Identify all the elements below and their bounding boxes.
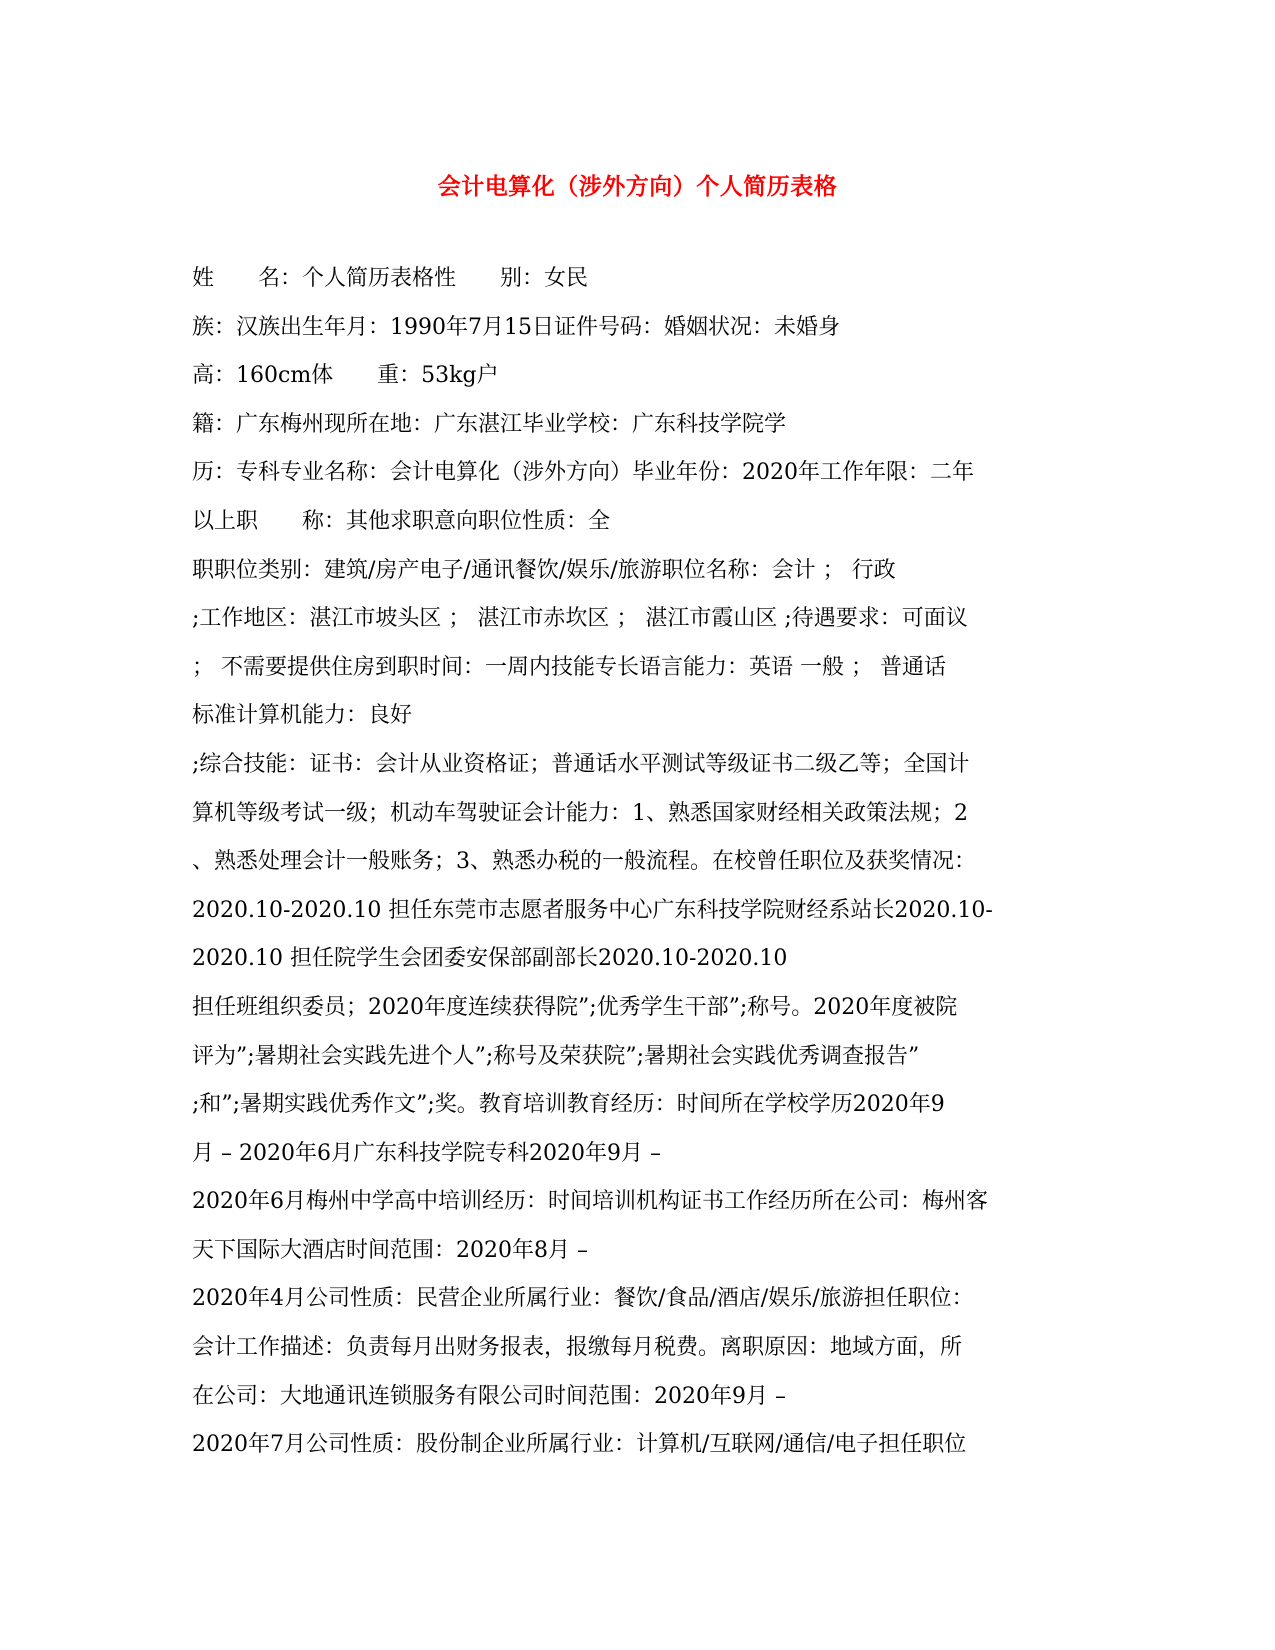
text-line: ;工作地区：湛江市坡头区 ； 湛江市赤坎区 ； 湛江市霞山区 ;待遇要求：可面议	[192, 606, 968, 632]
text-line: 标准计算机能力：良好	[192, 703, 413, 729]
text-line: 职职位类别：建筑/房产电子/通讯餐饮/娱乐/旅游职位名称：会计 ； 行政	[192, 557, 896, 583]
text-line: 在公司：大地通讯连锁服务有限公司时间范围：2020年9月 –	[192, 1383, 786, 1409]
text-line: 2020年4月公司性质：民营企业所属行业：餐饮/食品/酒店/娱乐/旅游担任职位：	[192, 1286, 974, 1312]
text-line: 2020年6月梅州中学高中培训经历：时间培训机构证书工作经历所在公司：梅州客	[192, 1189, 988, 1215]
text-line: 籍：广东梅州现所在地：广东湛江毕业学校：广东科技学院学	[192, 411, 787, 437]
text-line: 姓 名：个人简历表格性 别：女民	[192, 266, 589, 291]
text-line: 评为”;暑期社会实践先进个人”;称号及荣获院”;暑期社会实践优秀调查报告”	[192, 1043, 920, 1069]
text-line: 2020.10-2020.10 担任东莞市志愿者服务中心广东科技学院财经系站长2020.10-	[192, 897, 993, 923]
resume-body	[192, 266, 1092, 1481]
text-line: 月 – 2020年6月广东科技学院专科2020年9月 –	[192, 1140, 661, 1166]
text-line: 、熟悉处理会计一般账务；3、熟悉办税的一般流程。在校曾任职位及获奖情况：	[192, 849, 976, 875]
text-line: ;综合技能：证书：会计从业资格证；普通话水平测试等级证书二级乙等；全国计	[192, 751, 970, 777]
text-line: 以上职 称：其他求职意向职位性质：全	[192, 508, 611, 534]
text-line: 族：汉族出生年月：1990年7月15日证件号码：婚姻状况：未婚身	[192, 314, 840, 340]
text-line: 高：160cm体 重：53kg户	[192, 363, 499, 389]
text-line: 2020.10 担任院学生会团委安保部副部长2020.10-2020.10	[192, 946, 788, 972]
text-line: ； 不需要提供住房到职时间：一周内技能专长语言能力：英语 一般 ； 普通话	[192, 654, 946, 680]
text-line: 2020年7月公司性质：股份制企业所属行业：计算机/互联网/通信/电子担任职位	[192, 1432, 967, 1458]
text-line: 担任班组织委员；2020年度连续获得院”;优秀学生干部”;称号。2020年度被院	[192, 994, 958, 1020]
text-line: 天下国际大酒店时间范围：2020年8月 –	[192, 1237, 588, 1263]
text-line: ;和”;暑期实践优秀作文”;奖。教育培训教育经历：时间所在学校学历2020年9	[192, 1092, 945, 1118]
text-line: 会计工作描述：负责每月出财务报表，报缴每月税费。离职原因：地域方面，所	[192, 1335, 963, 1361]
text-line: 算机等级考试一级；机动车驾驶证会计能力：1、熟悉国家财经相关政策法规；2	[192, 800, 968, 826]
text-line: 历：专科专业名称：会计电算化（涉外方向）毕业年份：2020年工作年限：二年	[192, 460, 974, 486]
document-title: 会计电算化（涉外方向）个人简历表格	[437, 173, 838, 200]
